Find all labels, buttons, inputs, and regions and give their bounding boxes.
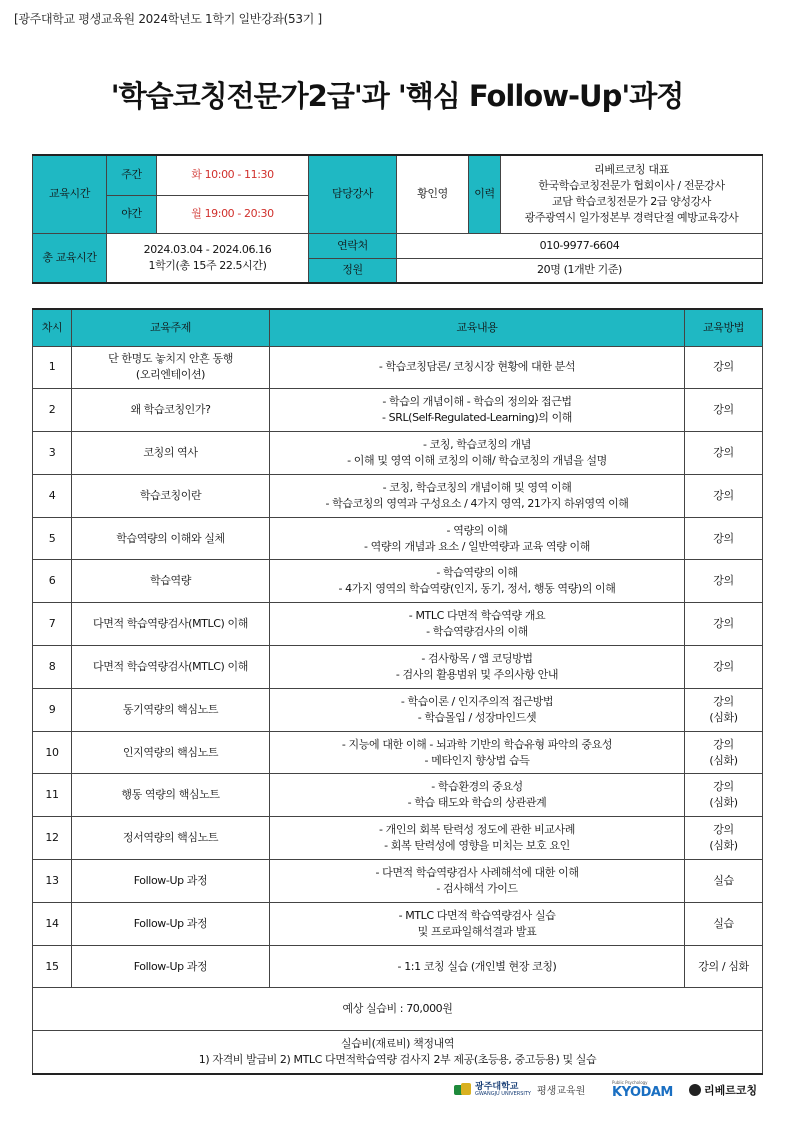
- session-method-line: 강의: [713, 617, 734, 631]
- session-method-line: 실습: [713, 873, 734, 887]
- session-content-line: - 코칭, 학습코칭의 개념: [423, 438, 531, 452]
- contact-value: 010-9977-6604: [397, 233, 763, 258]
- schedule-row: [33, 603, 763, 646]
- col-header-content: 교육내용: [270, 309, 685, 346]
- session-method-line: 강의: [713, 446, 734, 460]
- gwangju-name-ko: 광주대학교: [475, 1081, 519, 1092]
- session-topic-line: 단 한명도 놓치지 안흔 동행: [108, 352, 233, 366]
- session-number: 2: [33, 389, 72, 432]
- session-topic: [72, 646, 270, 689]
- course-info-table: [32, 154, 763, 284]
- session-content-line: - 검사의 활용범위 및 주의사항 안내: [395, 667, 559, 681]
- day-time-value: 화 10:00 - 11:30: [157, 155, 309, 195]
- schedule-row: [33, 646, 763, 689]
- page-title: '학습코칭전문가2급'과 '핵심 Follow-Up'과정: [110, 79, 684, 113]
- session-method-line: 강의: [713, 403, 734, 417]
- edu-time-label: 교육시간: [33, 155, 107, 233]
- session-topic-line: (오리엔테이션): [135, 368, 206, 382]
- session-number: 4: [33, 474, 72, 517]
- session-topic: [72, 945, 270, 988]
- session-topic-line: 인지역량의 핵심노트: [122, 745, 219, 759]
- session-content-line: - 회복 탄력성에 영향을 미치는 보호 요인: [384, 839, 570, 853]
- fee-detail-body: 1) 자격비 발급비 2) MTLC 다면적학습역량 검사지 2부 제공(초등용, 중고등용) 및 실습: [198, 1052, 597, 1066]
- session-content-line: - 학습역량검사의 이해: [426, 625, 528, 639]
- session-topic: [72, 731, 270, 774]
- schedule-row: [33, 517, 763, 560]
- gwangju-emblem-icon: [454, 1083, 472, 1097]
- schedule-row: [33, 432, 763, 475]
- session-number: 12: [33, 817, 72, 860]
- session-content: [270, 731, 685, 774]
- schedule-row: [33, 945, 763, 988]
- night-time-value: 월 19:00 - 20:30: [157, 195, 309, 233]
- session-method-line: 강의: [713, 823, 734, 837]
- session-content: [270, 774, 685, 817]
- fee-detail: [33, 1031, 763, 1074]
- session-topic-line: Follow-Up 과정: [133, 959, 208, 973]
- instructor-label: 담당강사: [309, 155, 397, 233]
- session-topic: [72, 817, 270, 860]
- session-method: [685, 389, 763, 432]
- session-method: [685, 945, 763, 988]
- session-method: [685, 731, 763, 774]
- career-line: 한국학습코칭전문가 협회이사 / 전문강사: [538, 179, 725, 193]
- gwangju-univ-logo: [454, 1082, 585, 1097]
- total-time-value: [107, 233, 309, 283]
- session-number: 1: [33, 346, 72, 389]
- schedule-row: [33, 774, 763, 817]
- session-content: [270, 860, 685, 903]
- session-method-line: 강의 / 심화: [698, 959, 749, 973]
- session-topic-line: 동기역량의 핵심노트: [122, 702, 219, 716]
- session-number: 5: [33, 517, 72, 560]
- session-method: [685, 432, 763, 475]
- session-topic: [72, 603, 270, 646]
- session-content-line: - 다면적 학습역량검사 사례해석에 대한 이해: [375, 866, 579, 880]
- schedule-row: [33, 817, 763, 860]
- session-topic-line: 학습코칭이란: [139, 488, 202, 502]
- session-content-line: - 학습몰입 / 성장마인드셋: [417, 710, 537, 724]
- session-content-line: - MTLC 다면적 학습역량검사 실습: [398, 908, 556, 922]
- kyodam-sub: Public Psychology: [612, 1080, 648, 1085]
- session-topic: [72, 560, 270, 603]
- session-content-line: - 역량의 이해: [446, 523, 508, 537]
- session-topic: [72, 688, 270, 731]
- schedule-row: [33, 688, 763, 731]
- col-header-topic: 교육주제: [72, 309, 270, 346]
- schedule-row: [33, 902, 763, 945]
- session-method-line: 강의: [713, 488, 734, 502]
- night-label: 야간: [107, 195, 157, 233]
- session-content-line: - 역량의 개념과 요소 / 일반역량과 교육 역량 이해: [364, 539, 590, 553]
- session-method: [685, 560, 763, 603]
- session-method: [685, 517, 763, 560]
- session-number: 14: [33, 902, 72, 945]
- session-content-line: - 4가지 영역의 학습역량(인지, 동기, 정서, 행동 역량)의 이해: [338, 582, 616, 596]
- session-topic: [72, 860, 270, 903]
- fee-note: 예상 실습비 : 70,000원: [33, 988, 763, 1031]
- session-method-line: (심화): [709, 753, 738, 767]
- session-topic-line: Follow-Up 과정: [133, 916, 208, 930]
- session-topic: [72, 346, 270, 389]
- career-line: 교담 학습코칭전문가 2급 양성강사: [551, 195, 712, 209]
- session-topic-line: Follow-Up 과정: [133, 873, 208, 887]
- session-number: 15: [33, 945, 72, 988]
- col-header-method: 교육방법: [685, 309, 763, 346]
- session-content-line: - 학습코칭의 영역과 구성요소 / 4가지 영역, 21가지 하위영역 이해: [325, 496, 629, 510]
- libre-name: 리베르코칭: [704, 1084, 758, 1097]
- session-topic-line: 왜 학습코칭인가?: [130, 403, 211, 417]
- session-content-line: - 이해 및 영역 이해 코칭의 이해/ 학습코칭의 개념을 설명: [347, 453, 607, 467]
- kyodam-logo: [612, 1080, 673, 1100]
- session-content: [270, 346, 685, 389]
- session-content-line: - 학습코칭담론/ 코칭시장 현황에 대한 분석: [378, 360, 576, 374]
- session-method-line: 강의: [713, 660, 734, 673]
- session-method-line: (심화): [709, 796, 738, 810]
- session-content: [270, 603, 685, 646]
- capacity-label: 정원: [309, 258, 397, 283]
- session-method: [685, 774, 763, 817]
- session-content: [270, 902, 685, 945]
- session-number: 9: [33, 688, 72, 731]
- session-content: [270, 389, 685, 432]
- session-content: [270, 560, 685, 603]
- libre-coaching-logo: [689, 1082, 757, 1098]
- contact-label: 연락처: [309, 233, 397, 258]
- session-method: [685, 346, 763, 389]
- session-content: [270, 688, 685, 731]
- session-number: 7: [33, 603, 72, 646]
- session-method: [685, 646, 763, 689]
- session-method-line: 강의: [713, 737, 734, 751]
- session-topic: [72, 517, 270, 560]
- schedule-table: [32, 308, 763, 1075]
- session-content-line: - 메타인지 향상법 습득: [424, 753, 530, 767]
- col-header-session: 차시: [33, 309, 72, 346]
- document-header-tag: [광주대학교 평생교육원 2024학년도 1학기 일반강좌(53기 ]: [14, 12, 322, 26]
- capacity-value: 20명 (1개반 기준): [397, 258, 763, 283]
- session-content-line: - 학습역량의 이해: [436, 566, 518, 580]
- total-time-period: 2024.03.04 - 2024.06.16: [143, 242, 272, 256]
- session-method: [685, 902, 763, 945]
- session-number: 11: [33, 774, 72, 817]
- session-number: 8: [33, 646, 72, 689]
- session-content-line: 및 프로파일해석결과 발표: [417, 924, 537, 938]
- session-topic: [72, 902, 270, 945]
- session-topic: [72, 389, 270, 432]
- session-method-line: 강의: [713, 360, 734, 374]
- session-method: [685, 474, 763, 517]
- session-method-line: 강의: [713, 574, 734, 588]
- total-time-detail: 1학기(총 15주 22.5시간): [148, 258, 267, 272]
- session-content-line: - 학습이론 / 인지주의적 접근방법: [400, 694, 554, 708]
- session-content-line: - MTLC 다면적 학습역량 개요: [408, 609, 546, 623]
- total-time-label: 총 교육시간: [33, 233, 107, 283]
- session-content-line: - SRL(Self-Regulated-Learning)의 이해: [381, 411, 573, 425]
- session-topic-line: 정서역량의 핵심노트: [122, 831, 219, 845]
- session-number: 6: [33, 560, 72, 603]
- session-content: [270, 432, 685, 475]
- career-line: 광주광역시 일가정본부 경력단절 예방교육강사: [524, 211, 739, 225]
- session-content: [270, 945, 685, 988]
- session-topic-line: 코칭의 역사: [143, 446, 198, 460]
- session-content: [270, 474, 685, 517]
- session-topic: [72, 474, 270, 517]
- session-content-line: - 1:1 코칭 실습 (개인별 현장 코칭): [397, 959, 557, 973]
- session-method-line: (심화): [709, 839, 738, 853]
- gwangju-name-en: GWANGJU UNIVERSITY: [475, 1090, 531, 1097]
- session-method-line: 강의: [713, 780, 734, 794]
- fee-detail-title: 실습비(재료비) 책정내역: [340, 1036, 455, 1050]
- session-content: [270, 517, 685, 560]
- schedule-row: [33, 346, 763, 389]
- session-content-line: - 코칭, 학습코칭의 개념이해 및 영역 이해: [382, 480, 572, 494]
- career-list: [501, 155, 763, 233]
- instructor-name: 황인영: [397, 155, 469, 233]
- career-line: 리베르코칭 대표: [594, 163, 669, 177]
- session-topic-line: 행동 역량의 핵심노트: [121, 788, 220, 802]
- session-topic-line: 다면적 학습역량검사(MTLC) 이해: [93, 617, 248, 631]
- schedule-row: [33, 389, 763, 432]
- session-topic-line: 학습역량의 이해와 실체: [116, 531, 225, 545]
- schedule-row: [33, 731, 763, 774]
- session-topic: [72, 774, 270, 817]
- session-content-line: - 지능에 대한 이해 - 뇌과학 기반의 학습유형 파악의 중요성: [341, 737, 613, 751]
- schedule-row: [33, 474, 763, 517]
- schedule-row: [33, 860, 763, 903]
- session-content-line: - 검사항목 / 앱 코딩방법: [421, 652, 533, 666]
- session-method-line: (심화): [709, 710, 738, 724]
- session-method-line: 실습: [713, 916, 734, 930]
- day-label: 주간: [107, 155, 157, 195]
- session-method: [685, 603, 763, 646]
- session-content-line: - 학습의 개념이해 - 학습의 정의와 접근법: [382, 395, 572, 409]
- session-method-line: 강의: [713, 694, 734, 708]
- session-content-line: - 검사해석 가이드: [436, 881, 518, 895]
- session-number: 10: [33, 731, 72, 774]
- gwangju-dept: 평생교육원: [537, 1086, 586, 1097]
- kyodam-name: KYODAM: [612, 1085, 673, 1100]
- schedule-row: [33, 560, 763, 603]
- session-content-line: - 학습 태도와 학습의 상관관계: [407, 796, 547, 810]
- session-content-line: - 개인의 회복 탄력성 정도에 관한 비교사례: [379, 823, 575, 837]
- footer-logos: [0, 1078, 794, 1106]
- session-content: [270, 646, 685, 689]
- session-topic-line: 학습역량: [150, 574, 191, 588]
- session-method-line: 강의: [713, 531, 734, 545]
- session-content-line: - 학습환경의 중요성: [431, 780, 523, 794]
- session-content: [270, 817, 685, 860]
- session-number: 3: [33, 432, 72, 475]
- session-method: [685, 860, 763, 903]
- libre-mark-icon: [689, 1084, 701, 1096]
- session-topic-line: 다면적 학습역량검사(MTLC) 이해: [93, 660, 248, 673]
- session-method: [685, 817, 763, 860]
- session-method: [685, 688, 763, 731]
- session-number: 13: [33, 860, 72, 903]
- career-label: 이력: [469, 155, 501, 233]
- session-topic: [72, 432, 270, 475]
